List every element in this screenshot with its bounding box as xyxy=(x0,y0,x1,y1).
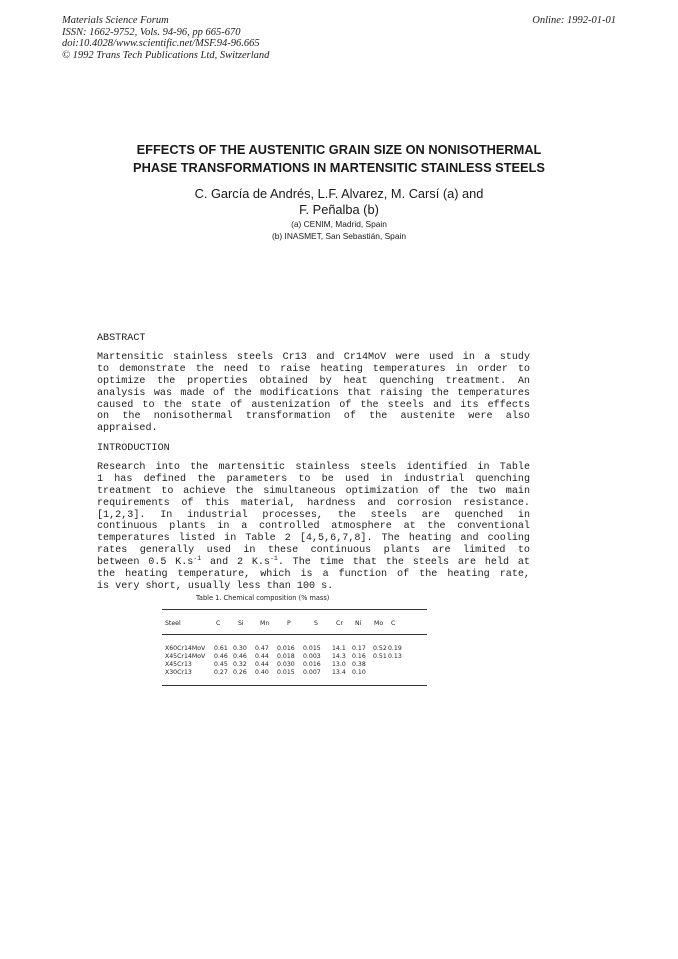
table-cell: 0.018 xyxy=(277,653,295,660)
author-line: C. García de Andrés, L.F. Alvarez, M. Carsí (a) and xyxy=(194,186,484,201)
table-cell: 0.45 xyxy=(214,661,228,668)
table-rule-bottom xyxy=(162,685,427,686)
table-cell: 0.32 xyxy=(233,661,247,668)
table-cell: 0.27 xyxy=(214,669,228,676)
table-header-cell: P xyxy=(287,620,291,627)
online-date: Online: 1992-01-01 xyxy=(532,15,616,26)
table-cell: 0.44 xyxy=(255,661,269,668)
table-cell: 0.030 xyxy=(277,661,295,668)
introduction-heading: INTRODUCTION xyxy=(97,443,170,454)
table-cell: 0.003 xyxy=(303,653,321,660)
text-line: Research into the martensitic stainless steels identified in Table xyxy=(97,462,530,473)
superscript: -1 xyxy=(193,555,202,563)
text-line: rates generally used in these continuous plants are limited to xyxy=(97,545,530,557)
table-header-cell: Ni xyxy=(355,620,362,627)
table-cell: 0.26 xyxy=(233,669,247,676)
journal-name: Materials Science Forum xyxy=(62,15,169,26)
text-line: continuous plants in a controlled atmosphere at the conventional xyxy=(97,521,530,533)
text-line: caused to the state of austenization of the steels and its effects xyxy=(97,399,530,411)
text-line: Martensitic stainless steels Cr13 and Cr14MoV were used in a study xyxy=(97,352,530,363)
text-line xyxy=(97,557,530,569)
table-rule-mid xyxy=(162,634,427,635)
table-cell: 0.30 xyxy=(233,645,247,652)
journal-issn: ISSN: 1662-9752, Vols. 94-96, pp 665-670 xyxy=(62,26,241,38)
table-cell: 0.016 xyxy=(303,661,321,668)
text-line: the heating temperature, which is a function of the heating rate, xyxy=(97,569,530,581)
table-cell: 13.0 xyxy=(332,661,346,668)
text-line: analysis was made of the modifications that raising the temperatures xyxy=(97,387,530,399)
title-line: PHASE TRANSFORMATIONS IN MARTENSITIC STAINLESS STEELS xyxy=(133,160,545,175)
author-list xyxy=(0,186,678,218)
table-rule-top xyxy=(162,609,427,610)
affiliation: (a) CENIM, Madrid, Spain xyxy=(291,219,387,229)
affiliation: (b) INASMET, San Sebastián, Spain xyxy=(271,230,407,241)
table-header-cell: Mn xyxy=(260,620,270,627)
text-line: appraised. xyxy=(97,423,158,435)
steel-name-cell: X30Cr13 xyxy=(165,669,192,676)
table-cell: 13.4 xyxy=(332,669,346,676)
text-fragment: and 2 K.s xyxy=(201,557,270,569)
steel-name-cell: X45Cr13 xyxy=(165,661,192,668)
text-line: [1,2,3]. In industrial processes, the steels are quenched in xyxy=(97,509,530,521)
table-cell: 0.38 xyxy=(352,661,366,668)
text-line: requirements of this material, hardness and corrosion resistance. xyxy=(97,497,530,509)
table-cell: 0.17 xyxy=(352,645,366,652)
table-cell: 14.3 xyxy=(332,653,346,660)
table-cell: 0.16 xyxy=(352,653,366,660)
table-header-cell: S xyxy=(314,620,318,627)
table-header-cell: Steel xyxy=(165,620,181,627)
steel-name-cell: X60Cr14MoV xyxy=(165,645,206,652)
table-header-cell: C xyxy=(216,620,221,627)
table-caption: Table 1. Chemical composition (% mass) xyxy=(196,594,330,602)
table-cell: 0.007 xyxy=(303,669,321,676)
table-cell: 0.51 xyxy=(373,653,387,660)
table-cell: 0.19 xyxy=(388,645,402,652)
superscript: -1 xyxy=(270,555,278,563)
introduction-body xyxy=(97,462,530,593)
table-header-cell: Mo xyxy=(374,620,384,627)
table-cell: 0.015 xyxy=(277,669,295,676)
text-line: treatment to achieve the simultaneous optimization of the two main xyxy=(97,485,530,497)
text-line: optimize the properties obtained by heat quenching treatment. An xyxy=(97,375,530,387)
table-header-cell: C xyxy=(391,620,396,627)
table-cell: 0.52 xyxy=(373,645,387,652)
title-line: EFFECTS OF THE AUSTENITIC GRAIN SIZE ON NONISOTHERMAL xyxy=(136,142,542,157)
paper-title xyxy=(0,141,678,177)
table-header-cell: Cr xyxy=(336,620,343,627)
author-line: F. Peñalba (b) xyxy=(299,202,379,217)
text-line: on the nonisothermal transformation of the austenite were also xyxy=(97,411,530,423)
table-cell: 0.015 xyxy=(303,645,321,652)
table-cell: 0.61 xyxy=(214,645,228,652)
table-cell: 0.47 xyxy=(255,645,269,652)
text-line: 1 has defined the parameters to be used in industrial quenching xyxy=(97,473,530,485)
table-cell: 0.46 xyxy=(233,653,247,660)
table-cell: 0.46 xyxy=(214,653,228,660)
abstract-body xyxy=(97,352,530,435)
journal-header xyxy=(62,15,269,61)
table-cell: 14.1 xyxy=(332,645,346,652)
journal-doi: doi:10.4028/www.scientific.net/MSF.94-96.665 xyxy=(62,38,260,49)
steel-name-cell: X45Cr14MoV xyxy=(165,653,206,660)
table-cell: 0.016 xyxy=(277,645,295,652)
affiliations xyxy=(0,219,678,242)
text-fragment: between 0.5 K.s xyxy=(97,557,194,569)
text-fragment: . The time that the steels are held at xyxy=(277,557,530,569)
table-cell: 0.40 xyxy=(255,669,269,676)
table-cell: 0.44 xyxy=(255,653,269,660)
table-cell: 0.13 xyxy=(388,653,402,660)
abstract-heading: ABSTRACT xyxy=(97,333,146,344)
table-header-cell: Si xyxy=(238,620,244,627)
text-line: is very short, usually less than 100 s. xyxy=(97,580,334,592)
text-line: temperatures listed in Table 2 [4,5,6,7,8]. The heating and cooling xyxy=(97,533,530,545)
journal-copyright: © 1992 Trans Tech Publications Ltd, Switzerland xyxy=(62,49,270,61)
table-cell: 0.10 xyxy=(352,669,366,676)
text-line: to demonstrate the need to raise heating temperatures in order to xyxy=(97,363,530,375)
